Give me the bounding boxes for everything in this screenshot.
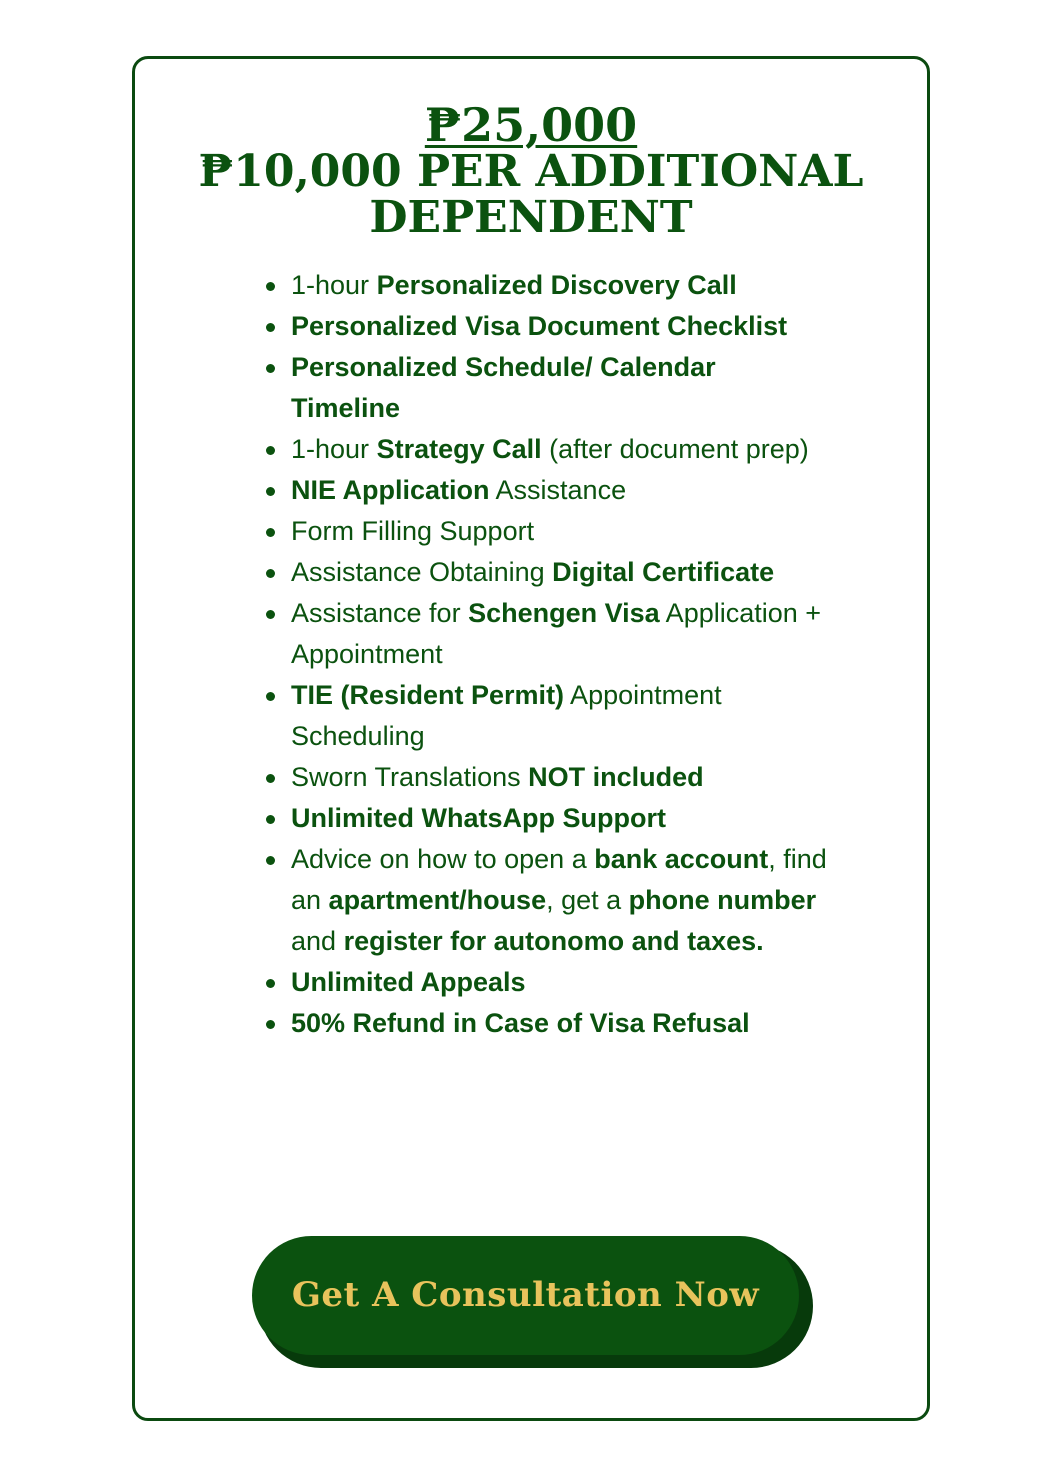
feature-text-bold: Digital Certificate: [552, 557, 775, 587]
feature-item: [291, 839, 831, 962]
feature-text-bold: Personalized Visa Document Checklist: [291, 311, 788, 341]
feature-text: Advice on how to open a: [291, 844, 595, 874]
feature-text-bold: 50% Refund in Case of Visa Refusal: [291, 1008, 750, 1038]
feature-text: , find an: [291, 844, 827, 915]
feature-text: (after document prep): [541, 434, 809, 464]
feature-text: 1-hour: [291, 434, 377, 464]
feature-item: [291, 470, 831, 511]
feature-text-bold: bank account: [594, 844, 769, 874]
feature-item: [291, 265, 831, 306]
feature-text: Assistance for: [291, 598, 469, 628]
feature-item: [291, 306, 831, 347]
feature-text-bold: Schengen Visa: [468, 598, 660, 628]
feature-text: Application + Appointment: [291, 598, 822, 669]
feature-text-bold: Strategy Call: [376, 434, 542, 464]
feature-text: Assistance Obtaining: [291, 557, 553, 587]
feature-text-bold: NIE Application: [291, 475, 490, 505]
feature-text-bold: Personalized Discovery Call: [376, 270, 737, 300]
feature-text-bold: Unlimited Appeals: [291, 967, 526, 997]
feature-item: [291, 347, 831, 429]
feature-item: [291, 511, 831, 552]
feature-item: [291, 962, 831, 1003]
feature-text: Assistance: [489, 475, 627, 505]
feature-text-bold: TIE (Resident Permit): [291, 680, 565, 710]
feature-text: Form Filling Support: [291, 516, 535, 546]
feature-item: [291, 593, 831, 675]
feature-item: [291, 429, 831, 470]
get-consultation-button[interactable]: Get A Consultation Now: [252, 1236, 799, 1355]
features-list: [265, 265, 831, 1044]
feature-text-bold: Personalized Schedule/ Calendar Timeline: [291, 352, 716, 423]
feature-text-bold: apartment/house: [328, 885, 547, 915]
price: ₱25,000: [424, 98, 638, 152]
feature-item: [291, 798, 831, 839]
feature-text-bold: NOT included: [528, 762, 704, 792]
feature-text: and: [291, 926, 344, 956]
feature-text: 1-hour: [291, 270, 377, 300]
feature-text-bold: Unlimited WhatsApp Support: [291, 803, 666, 833]
feature-text: , get a: [546, 885, 629, 915]
feature-text-bold: register for autonomo and taxes.: [343, 926, 764, 956]
feature-text-bold: phone number: [628, 885, 817, 915]
feature-item: [291, 757, 831, 798]
feature-item: [291, 552, 831, 593]
feature-text: Appointment Scheduling: [291, 680, 722, 751]
feature-item: [291, 675, 831, 757]
pricing-card: [132, 56, 930, 1421]
additional-dependent-price: ₱10,000 PER ADDITIONAL DEPENDENT: [198, 146, 864, 243]
feature-item: [291, 1003, 831, 1044]
feature-text: Sworn Translations: [291, 762, 529, 792]
